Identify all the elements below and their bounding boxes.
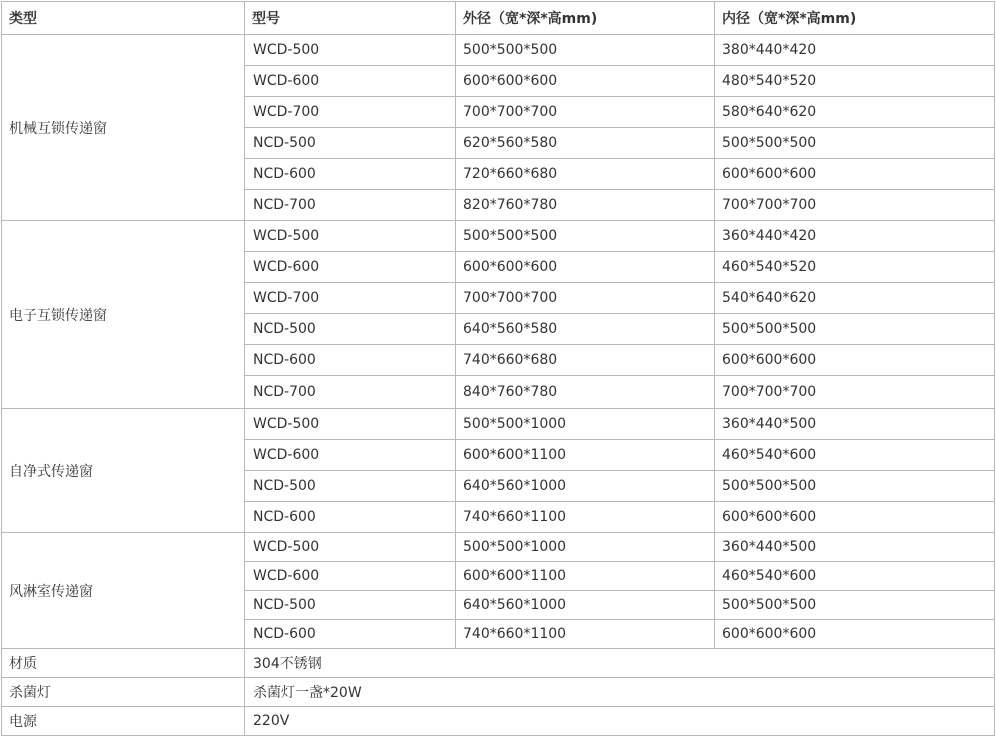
outer-dimensions-cell: 500*500*500 bbox=[456, 35, 715, 66]
outer-dimensions-cell: 640*560*1000 bbox=[456, 591, 715, 620]
spec-table bbox=[1, 1, 995, 736]
model-cell: WCD-600 bbox=[245, 66, 456, 97]
inner-dimensions-cell: 540*640*620 bbox=[715, 283, 995, 314]
spec-row bbox=[2, 707, 995, 736]
model-cell: NCD-600 bbox=[245, 620, 456, 649]
header-inner-dimensions: 内径（宽*深*高mm) bbox=[715, 2, 995, 35]
table-row bbox=[2, 409, 995, 440]
inner-dimensions-cell: 700*700*700 bbox=[715, 376, 995, 409]
spec-row bbox=[2, 649, 995, 678]
outer-dimensions-cell: 820*760*780 bbox=[456, 190, 715, 221]
model-cell: NCD-500 bbox=[245, 314, 456, 345]
outer-dimensions-cell: 500*500*1000 bbox=[456, 533, 715, 562]
table-row bbox=[2, 35, 995, 66]
spec-value-cell: 304不锈钢 bbox=[245, 649, 995, 678]
outer-dimensions-cell: 600*600*1100 bbox=[456, 562, 715, 591]
inner-dimensions-cell: 500*500*500 bbox=[715, 471, 995, 502]
outer-dimensions-cell: 840*760*780 bbox=[456, 376, 715, 409]
outer-dimensions-cell: 600*600*600 bbox=[456, 66, 715, 97]
model-cell: WCD-500 bbox=[245, 409, 456, 440]
outer-dimensions-cell: 700*700*700 bbox=[456, 283, 715, 314]
outer-dimensions-cell: 620*560*580 bbox=[456, 128, 715, 159]
model-cell: WCD-600 bbox=[245, 562, 456, 591]
inner-dimensions-cell: 460*540*520 bbox=[715, 252, 995, 283]
inner-dimensions-cell: 580*640*620 bbox=[715, 97, 995, 128]
inner-dimensions-cell: 600*600*600 bbox=[715, 345, 995, 376]
outer-dimensions-cell: 640*560*1000 bbox=[456, 471, 715, 502]
model-cell: WCD-500 bbox=[245, 35, 456, 66]
model-cell: WCD-600 bbox=[245, 440, 456, 471]
table-body bbox=[2, 35, 995, 736]
model-cell: WCD-600 bbox=[245, 252, 456, 283]
model-cell: NCD-700 bbox=[245, 376, 456, 409]
inner-dimensions-cell: 360*440*420 bbox=[715, 221, 995, 252]
inner-dimensions-cell: 380*440*420 bbox=[715, 35, 995, 66]
header-outer-dimensions: 外径（宽*深*高mm) bbox=[456, 2, 715, 35]
header-model: 型号 bbox=[245, 2, 456, 35]
header-row bbox=[2, 2, 995, 35]
category-cell: 自净式传递窗 bbox=[2, 409, 245, 533]
outer-dimensions-cell: 600*600*600 bbox=[456, 252, 715, 283]
model-cell: NCD-600 bbox=[245, 502, 456, 533]
spec-value-cell: 杀菌灯一盏*20W bbox=[245, 678, 995, 707]
inner-dimensions-cell: 500*500*500 bbox=[715, 591, 995, 620]
inner-dimensions-cell: 480*540*520 bbox=[715, 66, 995, 97]
model-cell: NCD-700 bbox=[245, 190, 456, 221]
outer-dimensions-cell: 740*660*1100 bbox=[456, 620, 715, 649]
inner-dimensions-cell: 600*600*600 bbox=[715, 502, 995, 533]
spec-label-cell: 电源 bbox=[2, 707, 245, 736]
model-cell: WCD-500 bbox=[245, 533, 456, 562]
outer-dimensions-cell: 740*660*1100 bbox=[456, 502, 715, 533]
model-cell: NCD-500 bbox=[245, 471, 456, 502]
table-row bbox=[2, 533, 995, 562]
outer-dimensions-cell: 720*660*680 bbox=[456, 159, 715, 190]
model-cell: NCD-600 bbox=[245, 345, 456, 376]
table-row bbox=[2, 221, 995, 252]
outer-dimensions-cell: 640*560*580 bbox=[456, 314, 715, 345]
inner-dimensions-cell: 500*500*500 bbox=[715, 314, 995, 345]
outer-dimensions-cell: 500*500*500 bbox=[456, 221, 715, 252]
spec-row bbox=[2, 678, 995, 707]
spec-label-cell: 材质 bbox=[2, 649, 245, 678]
outer-dimensions-cell: 600*600*1100 bbox=[456, 440, 715, 471]
inner-dimensions-cell: 460*540*600 bbox=[715, 562, 995, 591]
category-cell: 风淋室传递窗 bbox=[2, 533, 245, 649]
spec-label-cell: 杀菌灯 bbox=[2, 678, 245, 707]
model-cell: NCD-500 bbox=[245, 591, 456, 620]
inner-dimensions-cell: 360*440*500 bbox=[715, 533, 995, 562]
model-cell: NCD-600 bbox=[245, 159, 456, 190]
spec-value-cell: 220V bbox=[245, 707, 995, 736]
inner-dimensions-cell: 360*440*500 bbox=[715, 409, 995, 440]
model-cell: WCD-500 bbox=[245, 221, 456, 252]
inner-dimensions-cell: 500*500*500 bbox=[715, 128, 995, 159]
model-cell: WCD-700 bbox=[245, 283, 456, 314]
outer-dimensions-cell: 740*660*680 bbox=[456, 345, 715, 376]
inner-dimensions-cell: 600*600*600 bbox=[715, 620, 995, 649]
model-cell: NCD-500 bbox=[245, 128, 456, 159]
header-type: 类型 bbox=[2, 2, 245, 35]
outer-dimensions-cell: 500*500*1000 bbox=[456, 409, 715, 440]
inner-dimensions-cell: 460*540*600 bbox=[715, 440, 995, 471]
category-cell: 电子互锁传递窗 bbox=[2, 221, 245, 409]
category-cell: 机械互锁传递窗 bbox=[2, 35, 245, 221]
model-cell: WCD-700 bbox=[245, 97, 456, 128]
inner-dimensions-cell: 600*600*600 bbox=[715, 159, 995, 190]
inner-dimensions-cell: 700*700*700 bbox=[715, 190, 995, 221]
outer-dimensions-cell: 700*700*700 bbox=[456, 97, 715, 128]
